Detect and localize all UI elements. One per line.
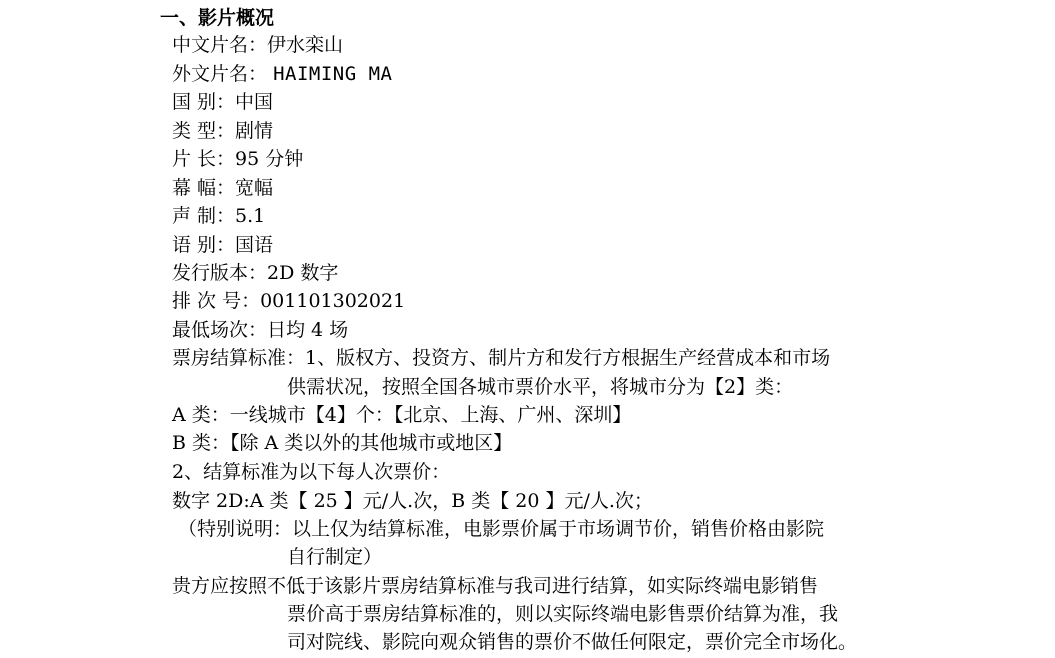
field-language [172, 231, 273, 259]
genre-label: 类 型： [172, 120, 236, 142]
genre-value: 剧情 [235, 120, 274, 142]
country-value: 中国 [235, 91, 274, 113]
min-show-label: 最低场次： [172, 319, 268, 341]
cn-title-label: 中文片名： [172, 34, 268, 56]
length-value: 95 分钟 [235, 148, 304, 170]
field-version [172, 259, 338, 287]
field-country [172, 88, 273, 116]
settlement-final-line-2: 票价高于票房结算标准的，则以实际终端电影售票价结算为准，我 [287, 603, 839, 625]
settlement-price-line: 数字 2D:A 类【 25 】元/人.次，B 类【 20 】元/人.次； [172, 490, 653, 512]
section-title: 一、影片概况 [160, 7, 275, 29]
settlement-class-a: A 类：一线城市【4】个：【北京、上海、广州、深圳】 [172, 404, 632, 426]
min-show-value: 日均 4 场 [267, 319, 349, 341]
settlement-class-b: B 类：【除 A 类以外的其他城市或地区】 [172, 432, 513, 454]
settlement-final-line-1: 贵方应按照不低于该影片票房结算标准与我司进行结算，如实际终端电影销售 [172, 575, 819, 597]
en-title-label: 外文片名： [172, 63, 268, 85]
field-frame [172, 174, 273, 202]
field-serial [172, 287, 405, 315]
field-genre [172, 117, 273, 145]
settlement-item-2: 2、结算标准为以下每人次票价： [172, 461, 451, 483]
sound-value: 5.1 [235, 205, 266, 227]
cn-title-value: 伊水栾山 [267, 34, 344, 56]
frame-value: 宽幅 [235, 177, 274, 199]
language-value: 国语 [235, 234, 274, 256]
field-sound [172, 202, 265, 230]
field-min-show [172, 316, 348, 344]
settlement-note-line-1: （特别说明：以上仅为结算标准，电影票价属于市场调节价，销售价格由影院 [178, 518, 825, 540]
settlement-note-line-2: 自行制定） [287, 546, 383, 568]
en-title-value: HAIMING MA [273, 63, 393, 85]
frame-label: 幕 幅： [172, 177, 236, 199]
settlement-line-2: 供需状况，按照全国各城市票价水平，将城市分为【2】类： [287, 376, 794, 398]
settlement-final-line-3: 司对院线、影院向观众销售的票价不做任何限定，票价完全市场化。 [287, 631, 858, 653]
sound-label: 声 制： [172, 205, 236, 227]
version-value: 2D 数字 [267, 262, 339, 284]
language-label: 语 别： [172, 234, 236, 256]
country-label: 国 别： [172, 91, 236, 113]
version-label: 发行版本： [172, 262, 268, 284]
field-length [172, 145, 303, 173]
settlement-line-1: 票房结算标准：1、版权方、投资方、制片方和发行方根据生产经营成本和市场 [172, 347, 831, 369]
field-en-title [172, 60, 392, 88]
serial-label: 排 次 号： [172, 290, 261, 312]
length-label: 片 长： [172, 148, 236, 170]
field-cn-title [172, 31, 343, 59]
serial-value: 001101302021 [260, 290, 406, 312]
